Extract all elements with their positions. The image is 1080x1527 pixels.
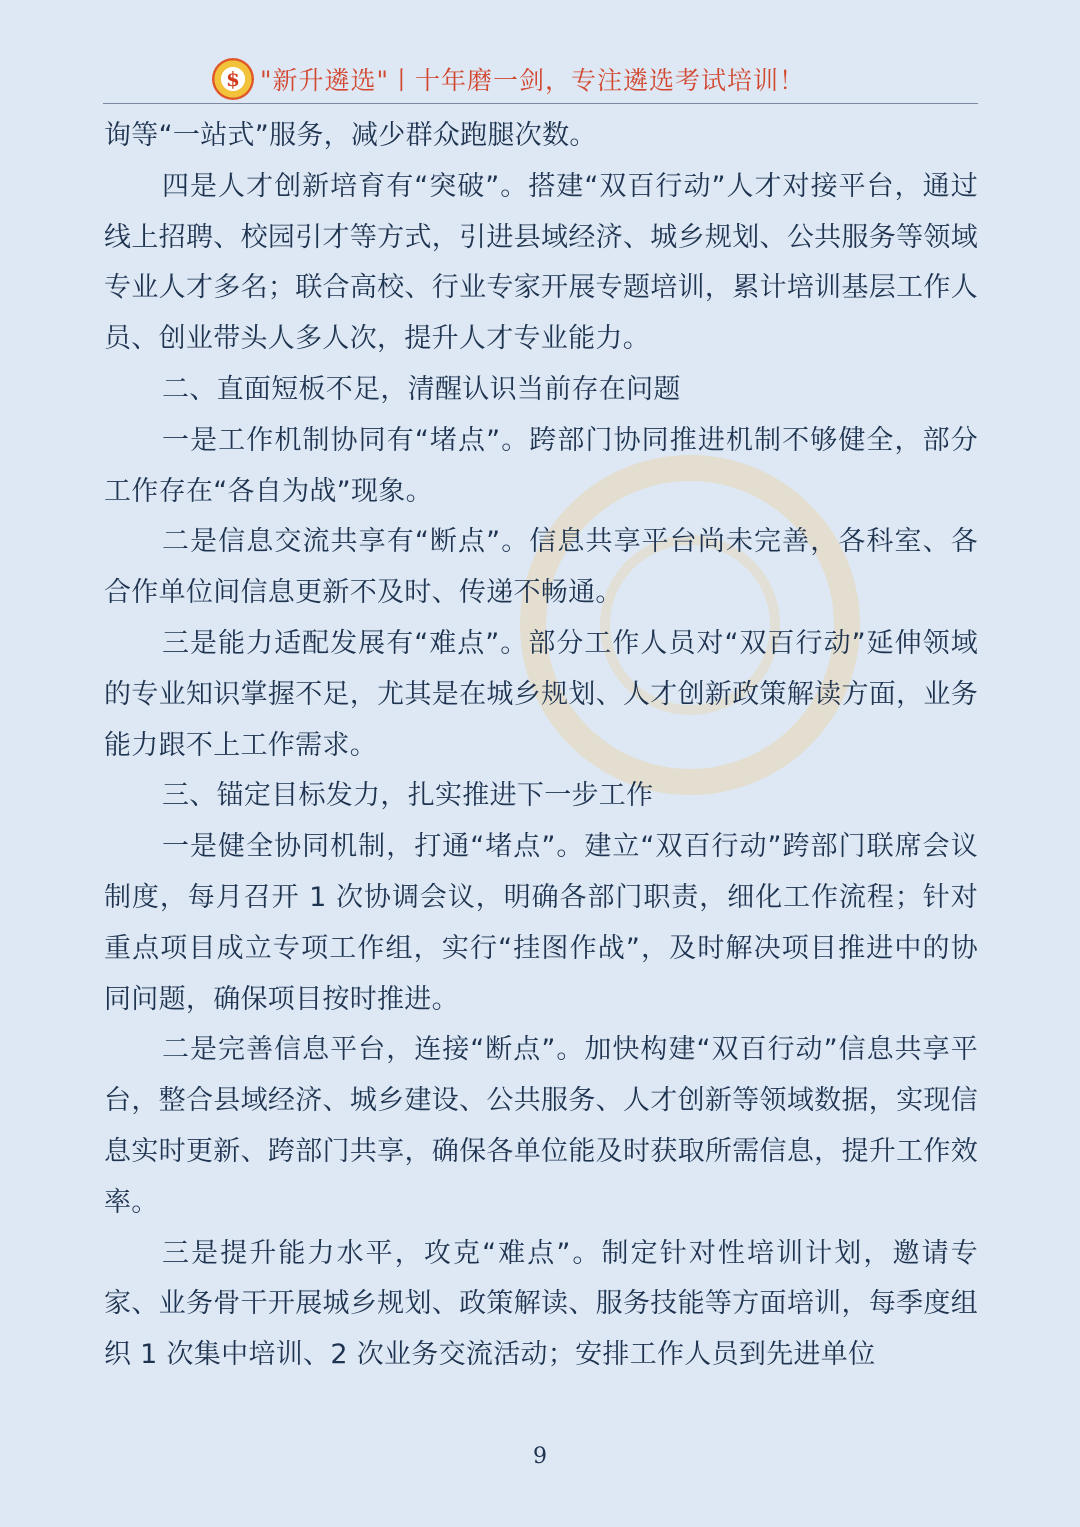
- page-header: [212, 56, 805, 102]
- document-body: [104, 111, 978, 1381]
- body-paragraph: 二是信息交流共享有“断点”。信息共享平台尚未完善，各科室、各合作单位间信息更新不及时、传递不畅通。: [104, 526, 978, 609]
- header-title: "新升遴选"丨十年磨一剑，专注遴选考试培训！: [260, 66, 805, 95]
- body-paragraph: 二是完善信息平台，连接“断点”。加快构建“双百行动”信息共享平台，整合县域经济、城乡建设、公共服务、人才创新等领域数据，实现信息实时更新、跨部门共享，确保各单位能及时获取所需信息，提升工作效率。: [104, 1034, 978, 1218]
- body-paragraph: 一是工作机制协同有“堵点”。跨部门协同推进机制不够健全，部分工作存在“各自为战”现象。: [104, 424, 978, 507]
- body-paragraph: 三、锚定目标发力，扎实推进下一步工作: [162, 780, 654, 812]
- body-paragraph: 二、直面短板不足，清醒认识当前存在问题: [162, 373, 681, 405]
- body-paragraph: 三是能力适配发展有“难点”。部分工作人员对“双百行动”延伸领域的专业知识掌握不足，尤其是在城乡规划、人才创新政策解读方面，业务能力跟不上工作需求。: [104, 627, 978, 761]
- body-paragraph: 一是健全协同机制，打通“堵点”。建立“双百行动”跨部门联席会议制度，每月召开 1 次协调会议，明确各部门职责，细化工作流程；针对重点项目成立专项工作组，实行“挂图作战”，及时解决项目推进中的协同问题，确保项目按时推进。: [104, 831, 978, 1015]
- header-divider: [103, 103, 978, 104]
- body-paragraph: 四是人才创新培育有“突破”。搭建“双百行动”人才对接平台，通过线上招聘、校园引才等方式，引进县域经济、城乡规划、公共服务等领域专业人才多名；联合高校、行业专家开展专题培训，累计培训基层工作人员、创业带头人多人次，提升人才专业能力。: [104, 170, 978, 355]
- body-paragraph: 三是提升能力水平，攻克“难点”。制定针对性培训计划，邀请专家、业务骨干开展城乡规划、政策解读、服务技能等方面培训，每季度组织 1 次集中培训、2 次业务交流活动；安排工作人员到先进单位: [104, 1237, 978, 1371]
- body-paragraph: 询等“一站式”服务，减少群众跑腿次数。: [104, 120, 597, 151]
- xinsheng-logo-icon: $: [212, 58, 254, 100]
- page-number: 9: [533, 1444, 547, 1469]
